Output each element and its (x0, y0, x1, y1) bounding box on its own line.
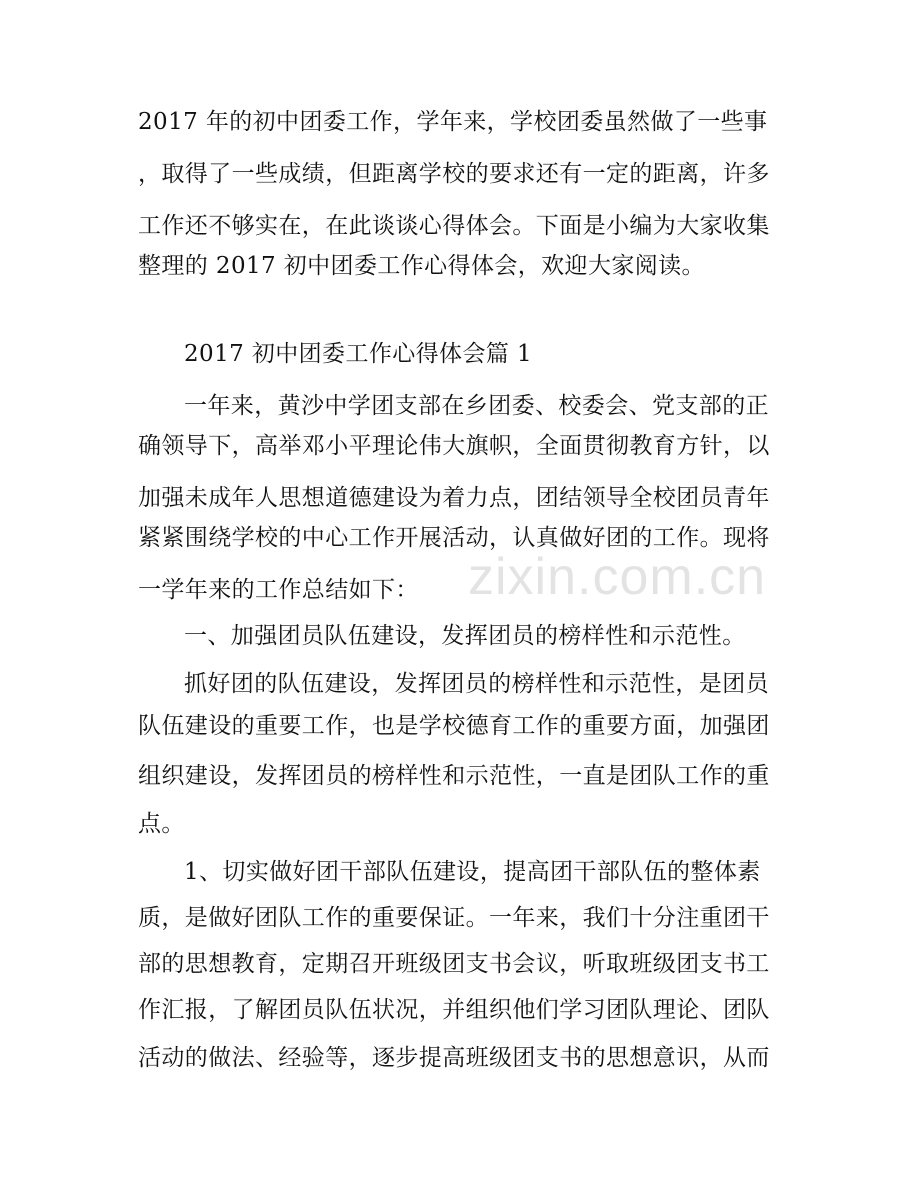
text-line-17: 质，是做好团队工作的重要保证。一年来，我们十分注重团干 (138, 905, 770, 931)
text-line-12: 抓好团的队伍建设，发挥团员的榜样性和示范性，是团员 (184, 671, 769, 697)
text-line-8: 加强未成年人思想道德建设为着力点，团结领导全校团员青年 (138, 485, 770, 511)
text-line-19: 作汇报，了解团员队伍状况，并组织他们学习团队理论、团队 (138, 997, 770, 1023)
text-line-18: 部的思想教育，定期召开班级团支书会议，听取班级团支书工 (138, 951, 770, 977)
text-line-16: 1、切实做好团干部队伍建设，提高团干部队伍的整体素 (184, 859, 761, 885)
text-line-6: 一年来，黄沙中学团支部在乡团委、校委会、党支部的正 (184, 393, 769, 419)
text-line-4: 整理的 2017 初中团委工作心得体会，欢迎大家阅读。 (138, 253, 705, 279)
text-line-1: 2017 年的初中团委工作，学年来，学校团委虽然做了一些事 (138, 109, 768, 135)
section-heading: 2017 初中团委工作心得体会篇 1 (184, 341, 532, 367)
text-line-20: 活动的做法、经验等，逐步提高班级团支书的思想意识，从而 (138, 1045, 770, 1071)
text-line-3: 工作还不够实在，在此谈谈心得体会。下面是小编为大家收集 (138, 213, 770, 239)
text-line-9: 紧紧围绕学校的中心工作开展活动，认真做好团的工作。现将 (138, 525, 770, 551)
text-line-2: ，取得了一些成绩，但距离学校的要求还有一定的距离，许多 (138, 161, 770, 187)
subheading-1: 一、加强团员队伍建设，发挥团员的榜样性和示范性。 (184, 623, 746, 649)
text-line-7: 确领导下，高举邓小平理论伟大旗帜，全面贯彻教育方针，以 (138, 433, 770, 459)
text-line-14: 组织建设，发挥团员的榜样性和示范性，一直是团队工作的重 (138, 763, 770, 789)
watermark: zixin.com.cn (468, 548, 767, 606)
text-line-15: 点。 (138, 811, 185, 837)
text-line-10: 一学年来的工作总结如下： (138, 577, 419, 603)
text-line-13: 队伍建设的重要工作，也是学校德育工作的重要方面，加强团 (138, 713, 770, 739)
